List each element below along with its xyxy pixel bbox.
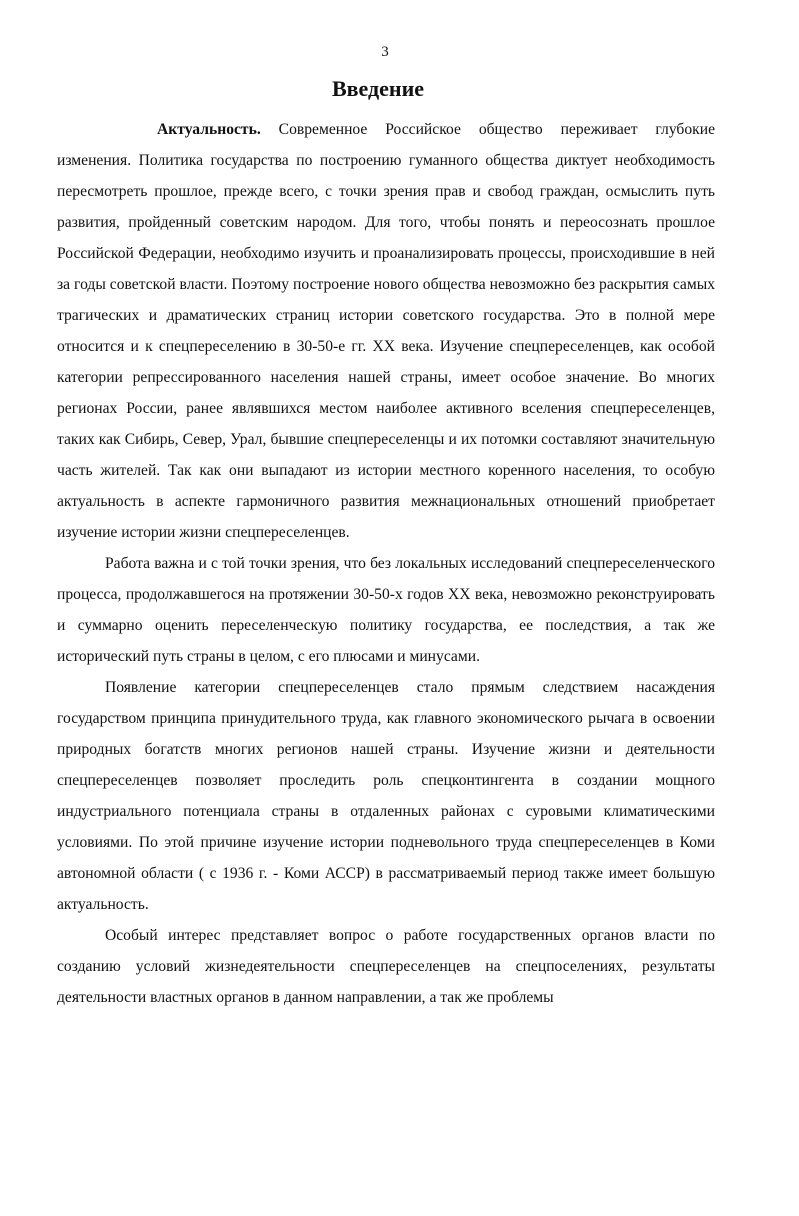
paragraph-lead: Актуальность. bbox=[157, 121, 261, 138]
paragraph-forced-labor: Появление категории спецпереселенцев стало прямым следствием насаждения государством принципа принудительного труда, как главного экономического рычага в освоении природных богатств многих регионов нашей страны. Изучение жизни и деятельности спецпереселенцев позволяет проследить роль спецконтингента в создании мощного индустриального потенциала страны в отдаленных районах с суровыми климатическими условиями. По этой причине изучение истории подневольного труда спецпереселенцев в Коми автономной области ( с 1936 г. - Коми АССР) в рассматриваемый период также имеет большую актуальность. bbox=[57, 679, 715, 913]
paragraph-local-research: Работа важна и с той точки зрения, что без локальных исследований спецпереселенческого процесса, продолжавшегося на протяжении 30-50-х годов XX века, невозможно реконструировать и суммарно оценить переселенческую политику государства, ее последствия, а так же исторический путь страны в целом, с его плюсами и минусами. bbox=[57, 555, 715, 665]
page-title: Введение bbox=[331, 76, 425, 101]
paragraph-relevance bbox=[57, 114, 715, 548]
paragraph-text: Современное Российское общество переживает глубокие изменения. Политика государства по построению гуманного общества диктует необходимость пересмотреть прошлое, прежде всего, с точки зрения прав и свобод граждан, осмыслить путь развития, пройденный советским народом. Для того, чтобы понять и переосознать прошлое Российской Федерации, необходимо изучить и проанализировать процессы, происходившие в ней за годы советской власти. Поэтому построение нового общества невозможно без раскрытия самых трагических и драматических страниц истории советского государства. Это в полной мере относится и к спецпереселению в 30-50-е гг. XX века. Изучение спецпереселенцев, как особой категории репрессированного населения нашей страны, имеет особое значение. Во многих регионах России, ранее являвшихся местом наиболее активного вселения спецпереселенцев, таких как Сибирь, Север, Урал, бывшие спецпереселенцы и их потомки составляют значительную часть жителей. Так как они выпадают из истории местного коренного населения, то особую актуальность в аспекте гармоничного развития межнациональных отношений приобретает изучение истории жизни спецпереселенцев. bbox=[57, 121, 715, 541]
paragraph-state-bodies: Особый интерес представляет вопрос о работе государственных органов власти по созданию условий жизнедеятельности спецпереселенцев на спецпоселениях, результаты деятельности властных органов в данном направлении, а так же проблемы bbox=[57, 927, 715, 1006]
body-text bbox=[57, 114, 715, 1013]
page-number: 3 bbox=[381, 44, 389, 60]
